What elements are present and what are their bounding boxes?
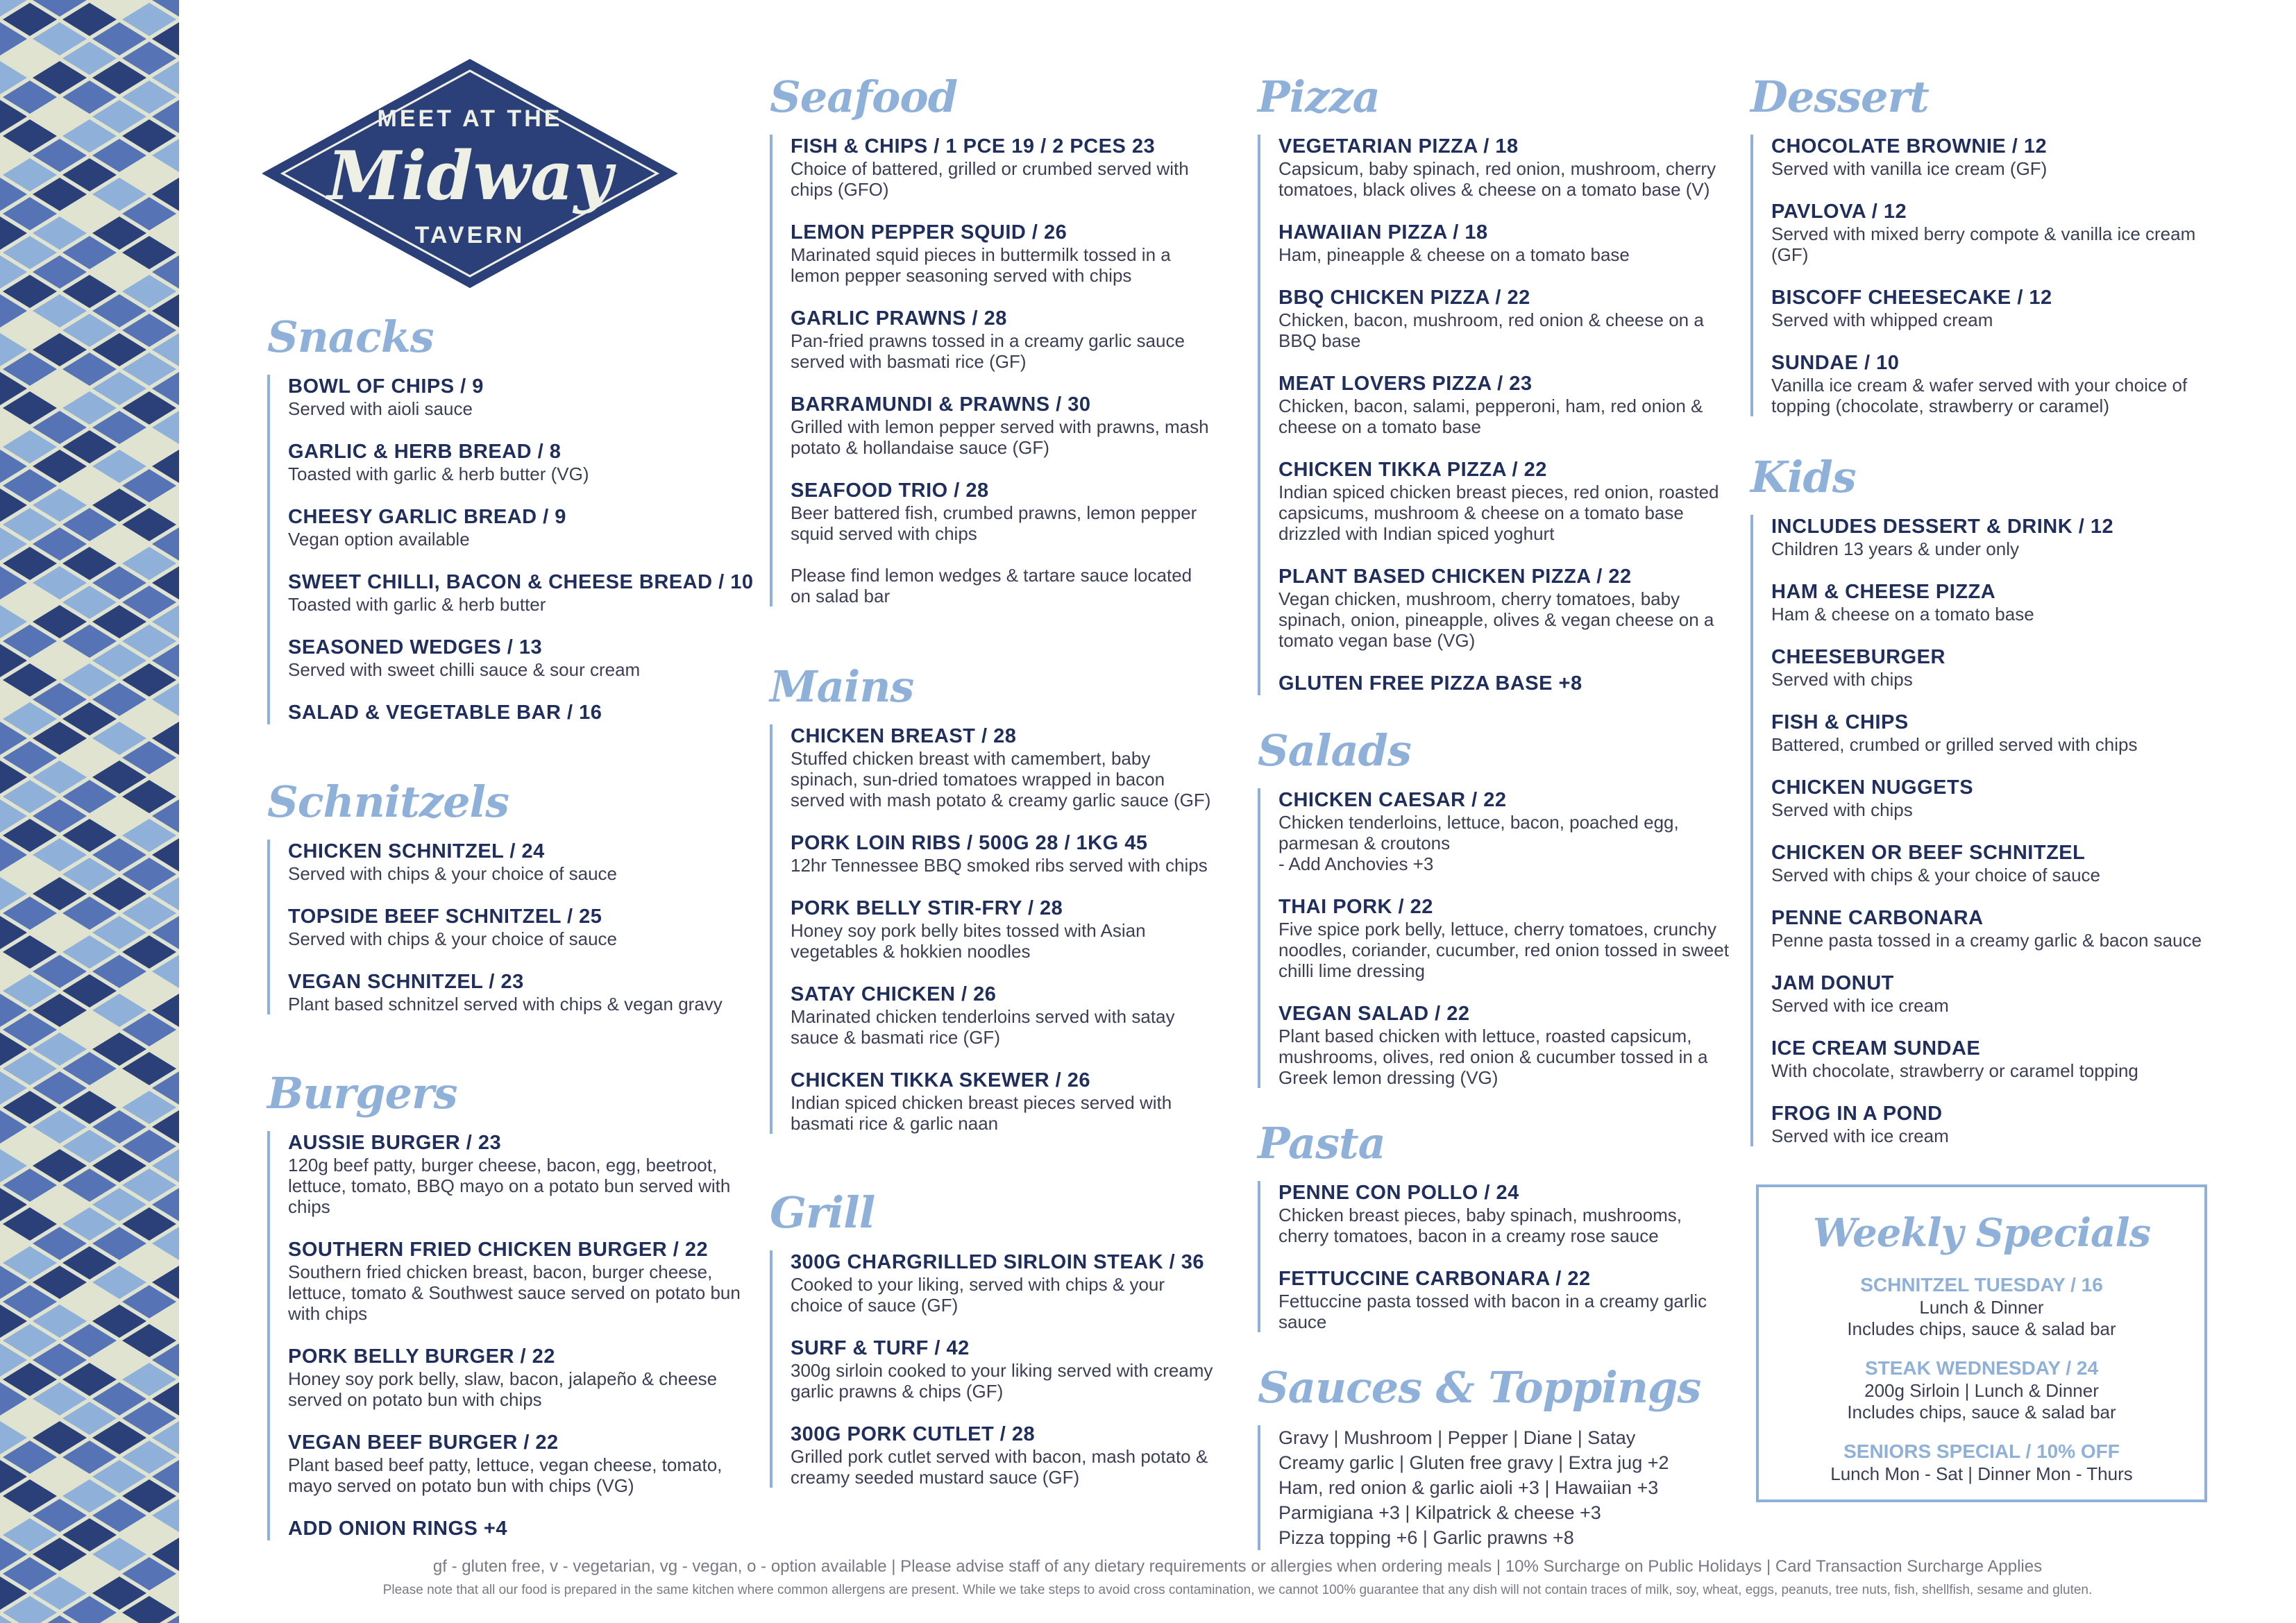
menu-item: [791, 1336, 1214, 1402]
burgers-title: Burgers: [267, 1068, 457, 1119]
menu-item: [1278, 565, 1730, 651]
pizza-title: Pizza: [1258, 71, 1380, 122]
menu-item-description: Children 13 years & under only: [1771, 538, 2019, 559]
menu-item: [791, 135, 1214, 200]
menu-item-name: BOWL OF CHIPS / 9: [288, 375, 484, 398]
menu-item-name: CHICKEN TIKKA SKEWER / 26: [791, 1069, 1090, 1091]
menu-item-name: ADD ONION RINGS +4: [288, 1518, 507, 1540]
sauces-line: Ham, red onion & garlic aioli +3 | Hawaiian +3: [1278, 1477, 1659, 1498]
menu-item-name: THAI PORK / 22: [1278, 896, 1433, 918]
special-detail: Includes chips, sauce & salad bar: [1847, 1402, 2116, 1422]
menu-item: [288, 840, 760, 884]
schnitzels-list: [267, 840, 760, 1014]
menu-item-description: Served with chips: [1771, 669, 1913, 690]
menu-item-description: Chicken, bacon, salami, pepperoni, ham, red onion & cheese on a tomato base: [1278, 396, 1703, 437]
kids-title: Kids: [1750, 452, 1856, 502]
sauces-list: [1258, 1425, 1730, 1550]
menu-item-description: Penne pasta tossed in a creamy garlic & bacon sauce: [1771, 930, 2202, 951]
schnitzels-section: [267, 777, 760, 1014]
menu-item-name: PAVLOVA / 12: [1771, 201, 1907, 223]
grill-title: Grill: [770, 1187, 875, 1238]
menu-item-description: Indian spiced chicken breast pieces served with basmati rice & garlic naan: [791, 1092, 1172, 1134]
menu-item: [1278, 372, 1730, 437]
menu-item: [288, 701, 760, 724]
menu-item-name: SEASONED WEDGES / 13: [288, 636, 543, 658]
menu-item-description: Honey soy pork belly, slaw, bacon, jalapeño & cheese served on potato bun with chips: [288, 1368, 718, 1410]
menu-item-description: Marinated chicken tenderloins served with satay sauce & basmati rice (GF): [791, 1006, 1175, 1048]
menu-item: [1278, 788, 1730, 874]
menu-item-description: Served with chips & your choice of sauce: [1771, 865, 2101, 885]
menu-item-extra: - Add Anchovies +3: [1278, 853, 1434, 874]
menu-item-name: VEGAN SCHNITZEL / 23: [288, 971, 524, 993]
menu-item: [1771, 711, 2222, 755]
snacks-section: [267, 312, 760, 724]
menu-item: [1771, 515, 2222, 559]
sauces-line: Pizza topping +6 | Garlic prawns +8: [1278, 1527, 1574, 1548]
menu-item-description: Grilled with lemon pepper served with prawns, mash potato & hollandaise sauce (GF): [791, 416, 1209, 458]
menu-item-name: GLUTEN FREE PIZZA BASE +8: [1278, 672, 1582, 695]
menu-item: [1278, 1267, 1730, 1332]
column-2: [770, 72, 1214, 1488]
menu-item-description: Served with ice cream: [1771, 1125, 1949, 1146]
menu-item-description: Vegan chicken, mushroom, cherry tomatoes, baby spinach, onion, pineapple, olives & vegan cheese on a tomato vegan base (VG): [1278, 588, 1714, 651]
menu-item-name: HAM & CHEESE PIZZA: [1771, 581, 1996, 603]
menu-item-name: GARLIC PRAWNS / 28: [791, 307, 1007, 330]
menu-item: [791, 393, 1214, 458]
menu-item-description: With chocolate, strawberry or caramel topping: [1771, 1060, 2138, 1081]
menu-item-description: Served with sweet chilli sauce & sour cream: [288, 659, 641, 680]
menu-item: [1771, 351, 2222, 416]
menu-item-description: Served with whipped cream: [1771, 309, 1993, 330]
menu-item: [288, 970, 760, 1014]
menu-item: [1278, 895, 1730, 981]
menu-item-name: LEMON PEPPER SQUID / 26: [791, 221, 1067, 244]
menu-item: [791, 724, 1214, 810]
menu-item-description: Served with chips: [1771, 799, 1913, 820]
menu-item-name: ICE CREAM SUNDAE: [1771, 1037, 1981, 1060]
dessert-title: Dessert: [1750, 71, 1929, 122]
menu-item: [791, 1422, 1214, 1488]
menu-item: [1278, 672, 1730, 695]
burgers-section: [267, 1069, 760, 1540]
menu-item-description: Served with mixed berry compote & vanilla ice cream (GF): [1771, 223, 2196, 265]
menu-item: [1771, 841, 2222, 885]
menu-item-description: Pan-fried prawns tossed in a creamy garlic sauce served with basmati rice (GF): [791, 330, 1185, 372]
menu-item-name: SEAFOOD TRIO / 28: [791, 479, 989, 502]
menu-item-description: Southern fried chicken breast, bacon, burger cheese, lettuce, tomato & Southwest sauce served on potato bun with chips: [288, 1261, 741, 1324]
menu-item-description: Toasted with garlic & herb butter (VG): [288, 464, 589, 484]
menu-item-description: Stuffed chicken breast with camembert, baby spinach, sun-dried tomatoes wrapped in bacon served with mash potato & creamy garlic sauce (GF): [791, 748, 1211, 810]
snacks-title: Snacks: [267, 312, 434, 362]
seafood-section: [770, 72, 1214, 606]
special-item: [1759, 1357, 2204, 1423]
logo-bottom-text: TAVERN: [414, 222, 525, 248]
salads-section: [1258, 726, 1730, 1088]
menu-item-name: SOUTHERN FRIED CHICKEN BURGER / 22: [288, 1239, 709, 1261]
menu-item-name: CHICKEN NUGGETS: [1771, 776, 1974, 799]
menu-item: [1771, 200, 2222, 265]
pasta-section: [1258, 1119, 1730, 1332]
menu-item-name: GARLIC & HERB BREAD / 8: [288, 441, 562, 463]
pizza-list: [1258, 135, 1730, 695]
menu-item-name: AUSSIE BURGER / 23: [288, 1132, 502, 1154]
sauces-title: Sauces & Toppings: [1258, 1362, 1701, 1413]
sauces-line: Gravy | Mushroom | Pepper | Diane | Satay: [1278, 1427, 1636, 1448]
column-1: [267, 312, 760, 1540]
menu-item-name: MEAT LOVERS PIZZA / 23: [1278, 373, 1533, 395]
menu-item: [288, 440, 760, 484]
pasta-list: [1258, 1181, 1730, 1332]
menu-item-description: Five spice pork belly, lettuce, cherry tomatoes, crunchy noodles, coriander, cucumber, red onion tossed in sweet chilli lime dressing: [1278, 919, 1729, 981]
menu-item-description: Grilled pork cutlet served with bacon, mash potato & creamy seeded mustard sauce (GF): [791, 1446, 1208, 1488]
menu-item-description: 120g beef patty, burger cheese, bacon, egg, beetroot, lettuce, tomato, BBQ mayo on a potato bun served with chips: [288, 1155, 731, 1217]
menu-item-name: SALAD & VEGETABLE BAR / 16: [288, 702, 602, 724]
menu-item-description: Toasted with garlic & herb butter: [288, 594, 546, 615]
menu-item-description: Honey soy pork belly bites tossed with Asian vegetables & hokkien noodles: [791, 920, 1146, 962]
menu-item-description: Fettuccine pasta tossed with bacon in a creamy garlic sauce: [1278, 1291, 1707, 1332]
menu-item: [791, 307, 1214, 372]
menu-item-name: BISCOFF CHEESECAKE / 12: [1771, 287, 2052, 309]
kids-list: [1750, 515, 2222, 1146]
menu-item-name: HAWAIIAN PIZZA / 18: [1278, 221, 1488, 244]
diamond-pattern-border: [0, 0, 179, 1623]
menu-item-name: FISH & CHIPS / 1 PCE 19 / 2 PCES 23: [791, 135, 1156, 158]
special-detail: Lunch & Dinner: [1919, 1297, 2044, 1318]
menu-item-description: Plant based schnitzel served with chips & vegan gravy: [288, 994, 723, 1014]
menu-item: [1278, 135, 1730, 200]
menu-item: [1278, 221, 1730, 265]
menu-item-name: TOPSIDE BEEF SCHNITZEL / 25: [288, 906, 602, 928]
menu-item-description: Ham & cheese on a tomato base: [1771, 604, 2034, 624]
menu-item-description: Beer battered fish, crumbed prawns, lemon pepper squid served with chips: [791, 502, 1197, 544]
menu-item: [791, 221, 1214, 286]
menu-item: [791, 831, 1214, 876]
menu-item-description: Marinated squid pieces in buttermilk tossed in a lemon pepper seasoning served with chips: [791, 244, 1171, 286]
weekly-specials-title: Weekly Specials: [1812, 1210, 2151, 1256]
menu-item-name: JAM DONUT: [1771, 972, 1894, 994]
menu-item: [1771, 1037, 2222, 1081]
sauces-section: [1258, 1363, 1730, 1550]
special-item: [1759, 1273, 2204, 1340]
menu-item-description: Served with vanilla ice cream (GF): [1771, 158, 2048, 179]
seafood-note: Please find lemon wedges & tartare sauce located on salad bar: [791, 565, 1192, 606]
menu-item-name: INCLUDES DESSERT & DRINK / 12: [1771, 516, 2114, 538]
menu-item: [1771, 1102, 2222, 1146]
menu-item-description: Chicken breast pieces, baby spinach, mushrooms, cherry tomatoes, bacon in a creamy rose sauce: [1278, 1205, 1682, 1246]
menu-item: [288, 1431, 760, 1496]
menu-item: [791, 1069, 1214, 1134]
menu-item: [791, 479, 1214, 544]
seafood-title: Seafood: [770, 71, 958, 122]
menu-item-name: VEGAN SALAD / 22: [1278, 1003, 1470, 1025]
mains-section: [770, 662, 1214, 1134]
dessert-list: [1750, 135, 2222, 416]
menu-item-name: CHICKEN OR BEEF SCHNITZEL: [1771, 842, 2086, 864]
midway-tavern-logo: [260, 57, 679, 290]
salads-list: [1258, 788, 1730, 1088]
menu-item-description: Indian spiced chicken breast pieces, red onion, roasted capsicums, mushroom & cheese on a tomato base drizzled with Indian spiced yoghurt: [1278, 482, 1719, 544]
kids-section: [1750, 452, 2222, 1146]
menu-item: [288, 375, 760, 419]
special-detail: Includes chips, sauce & salad bar: [1847, 1318, 2116, 1339]
menu-item-description: Plant based beef patty, lettuce, vegan cheese, tomato, mayo served on potato bun with chips (VG): [288, 1454, 723, 1496]
mains-list: [770, 724, 1214, 1134]
menu-item-description: Chicken tenderloins, lettuce, bacon, poached egg, parmesan & croutons: [1278, 812, 1679, 853]
menu-item: [288, 1345, 760, 1410]
menu-item-description: Capsicum, baby spinach, red onion, mushroom, cherry tomatoes, black olives & cheese on a tomato base (V): [1278, 158, 1716, 200]
menu-item-name: FROG IN A POND: [1771, 1103, 1943, 1125]
menu-item-description: Vegan option available: [288, 529, 470, 550]
menu-item-description: Vanilla ice cream & wafer served with your choice of topping (chocolate, strawberry or caramel): [1771, 375, 2188, 416]
schnitzels-title: Schnitzels: [267, 776, 509, 827]
sauces-line: Creamy garlic | Gluten free gravy | Extra jug +2: [1278, 1452, 1669, 1473]
menu-item-name: 300G PORK CUTLET / 28: [791, 1423, 1036, 1445]
menu-item-description: Served with chips & your choice of sauce: [288, 863, 618, 884]
menu-item: [288, 570, 760, 615]
menu-item: [1771, 580, 2222, 624]
menu-item: [1278, 286, 1730, 351]
menu-item-name: CHICKEN TIKKA PIZZA / 22: [1278, 459, 1547, 481]
footer-allergen-note: Please note that all our food is prepared in the same kitchen where common allergens are present. While we take steps to avoid cross contamination, we cannot 100% guarantee that any dish will not contain traces of milk, soy, wheat, eggs, peanuts, tree nuts, fish, shellfish, sesame and gluten.: [382, 1583, 2093, 1597]
menu-item: [1771, 286, 2222, 330]
sauces-line: Parmigiana +3 | Kilpatrick & cheese +3: [1278, 1502, 1601, 1523]
menu-item-name: 300G CHARGRILLED SIRLOIN STEAK / 36: [791, 1251, 1204, 1273]
salads-title: Salads: [1258, 725, 1411, 776]
menu-item-description: Plant based chicken with lettuce, roasted capsicum, mushrooms, olives, red onion & cucumber tossed in a Greek lemon dressing (VG): [1278, 1026, 1708, 1088]
special-name: STEAK WEDNESDAY / 24: [1864, 1357, 2099, 1379]
pizza-section: [1258, 72, 1730, 695]
menu-item-name: PORK BELLY BURGER / 22: [288, 1345, 555, 1368]
menu-item-description: 300g sirloin cooked to your liking served with creamy garlic prawns & chips (GF): [791, 1360, 1213, 1402]
menu-item-name: CHEESY GARLIC BREAD / 9: [288, 506, 566, 528]
menu-item: [288, 1131, 760, 1217]
menu-item-description: Cooked to your liking, served with chips & your choice of sauce (GF): [791, 1274, 1165, 1316]
menu-item-name: FISH & CHIPS: [1771, 711, 1909, 733]
menu-item-name: PENNE CARBONARA: [1771, 907, 1984, 929]
grill-section: [770, 1188, 1214, 1488]
menu-item-description: Served with chips & your choice of sauce: [288, 928, 618, 949]
snacks-list: [267, 375, 760, 724]
menu-item: [1771, 776, 2222, 820]
menu-item-description: Chicken, bacon, mushroom, red onion & cheese on a BBQ base: [1278, 309, 1704, 351]
menu-item: [1771, 135, 2222, 179]
column-4: [1750, 72, 2222, 1146]
column-3: [1258, 72, 1730, 1550]
menu-item: [791, 897, 1214, 962]
menu-item-description: Choice of battered, grilled or crumbed served with chips (GFO): [791, 158, 1189, 200]
menu-item: [288, 636, 760, 680]
menu-item-name: SURF & TURF / 42: [791, 1337, 970, 1359]
menu-item-name: SATAY CHICKEN / 26: [791, 983, 997, 1005]
menu-item: [1278, 1002, 1730, 1088]
menu-item: [791, 1250, 1214, 1316]
grill-list: [770, 1250, 1214, 1488]
menu-item-name: FETTUCCINE CARBONARA / 22: [1278, 1268, 1591, 1290]
menu-item: [288, 1517, 760, 1540]
dessert-section: [1750, 72, 2222, 416]
menu-item: [1278, 458, 1730, 544]
special-detail: 200g Sirloin | Lunch & Dinner: [1864, 1380, 2099, 1401]
menu-item-name: PLANT BASED CHICKEN PIZZA / 22: [1278, 566, 1632, 588]
mains-title: Mains: [770, 661, 914, 712]
seafood-list: [770, 135, 1214, 606]
menu-item: [288, 905, 760, 949]
menu-item: [1278, 1181, 1730, 1246]
menu-item-name: VEGAN BEEF BURGER / 22: [288, 1431, 559, 1454]
menu-item-name: PENNE CON POLLO / 24: [1278, 1182, 1519, 1204]
logo-top-text: MEET AT THE: [377, 105, 563, 132]
menu-item: [791, 983, 1214, 1048]
pasta-title: Pasta: [1258, 1118, 1385, 1169]
special-item: [1759, 1440, 2204, 1485]
menu-item-description: 12hr Tennessee BBQ smoked ribs served with chips: [791, 855, 1208, 876]
menu-item-description: Served with ice cream: [1771, 995, 1949, 1016]
menu-item-name: CHOCOLATE BROWNIE / 12: [1771, 135, 2048, 158]
menu-item-name: PORK LOIN RIBS / 500G 28 / 1KG 45: [791, 832, 1148, 854]
burgers-list: [267, 1131, 760, 1540]
menu-item-name: PORK BELLY STIR-FRY / 28: [791, 897, 1063, 919]
menu-item-name: BARRAMUNDI & PRAWNS / 30: [791, 393, 1091, 416]
menu-item: [288, 1238, 760, 1324]
menu-item-description: Served with aioli sauce: [288, 398, 473, 419]
menu-item-name: CHICKEN CAESAR / 22: [1278, 789, 1507, 811]
menu-item: [1771, 971, 2222, 1016]
menu-item: [1771, 645, 2222, 690]
logo-main-text: Midway: [327, 137, 613, 215]
special-detail: Lunch Mon - Sat | Dinner Mon - Thurs: [1830, 1463, 2133, 1484]
weekly-specials-box: [1756, 1184, 2207, 1502]
footer-dietary-note: gf - gluten free, v - vegetarian, vg - vegan, o - option available | Please advise staff of any dietary requirements or allergies when ordering meals | 10% Surcharge on Public Holidays | Card Transaction Surcharge Applies: [432, 1557, 2043, 1576]
menu-item: [1771, 906, 2222, 951]
menu-item-name: VEGETARIAN PIZZA / 18: [1278, 135, 1519, 158]
menu-item-name: SWEET CHILLI, BACON & CHEESE BREAD / 10: [288, 571, 754, 593]
menu-item-name: CHICKEN BREAST / 28: [791, 725, 1017, 747]
menu-item-name: CHICKEN SCHNITZEL / 24: [288, 840, 545, 863]
menu-item-name: CHEESEBURGER: [1771, 646, 1945, 668]
menu-item-name: BBQ CHICKEN PIZZA / 22: [1278, 287, 1530, 309]
menu-item: [288, 505, 760, 550]
menu-item-description: Ham, pineapple & cheese on a tomato base: [1278, 244, 1630, 265]
special-name: SCHNITZEL TUESDAY / 16: [1860, 1274, 2103, 1295]
menu-item-description: Battered, crumbed or grilled served with chips: [1771, 734, 2138, 755]
menu-item-name: SUNDAE / 10: [1771, 352, 1900, 374]
special-name: SENIORS SPECIAL / 10% OFF: [1843, 1441, 2120, 1462]
